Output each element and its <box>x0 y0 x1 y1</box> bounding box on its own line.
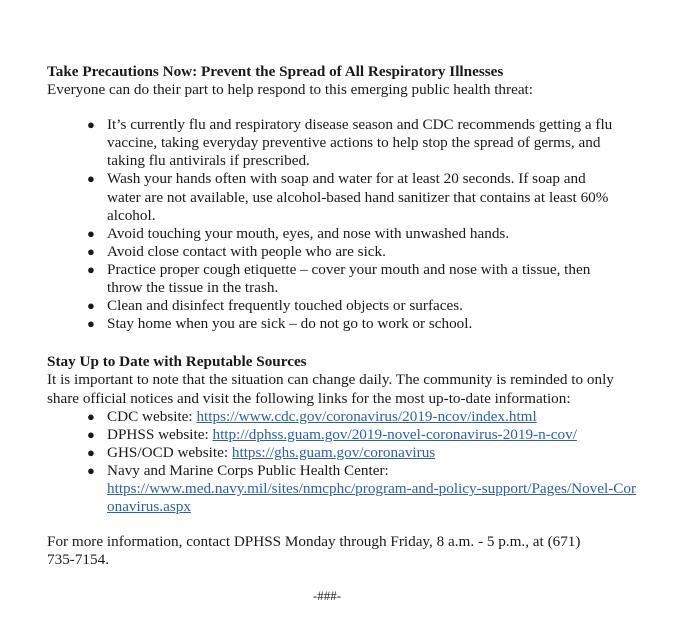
link-label: DPHSS website: <box>107 425 213 443</box>
contact-info: For more information, contact DPHSS Monday through Friday, 8 a.m. - 5 p.m., at (671) 735-7154. <box>47 533 581 569</box>
document-page <box>47 63 647 605</box>
section-intro-sources: It is important to note that the situation can change daily. The community is reminded to only share official notices and visit the following links for the most up-to-date information: <box>47 371 614 407</box>
list-item-navy <box>47 462 637 516</box>
list-item-ghs-ocd <box>47 444 637 462</box>
sources-list <box>47 408 637 517</box>
bullet-icon: ● <box>87 243 95 259</box>
precautions-list <box>47 116 617 333</box>
bullet-icon: ● <box>87 444 95 460</box>
sources-section <box>47 353 647 516</box>
section-intro-precautions: Everyone can do their part to help respond to this emerging public health threat: <box>47 81 533 99</box>
bullet-icon: ● <box>87 426 95 442</box>
list-item: ● Avoid touching your mouth, eyes, and nose with unwashed hands. <box>87 224 510 242</box>
end-mark: -###- <box>312 588 342 604</box>
list-item: ● Avoid close contact with people who are sick. <box>87 242 386 260</box>
list-item: ● Wash your hands often with soap and water for at least 20 seconds. If soap and water are not available, use alcohol-based hand sanitizer that contains at least 60% alcohol. <box>87 170 609 224</box>
link-label: Navy and Marine Corps Public Health Center: <box>107 461 389 479</box>
bullet-icon: ● <box>87 462 95 478</box>
list-item-cdc <box>47 408 637 426</box>
list-item: ● Stay home when you are sick – do not go to work or school. <box>87 315 473 333</box>
navy-link[interactable]: https://www.med.navy.mil/sites/nmcphc/program-and-policy-support/Pages/Novel-Coronavirus.aspx <box>107 479 637 516</box>
list-item: ● Practice proper cough etiquette – cover your mouth and nose with a tissue, then throw the tissue in the trash. <box>87 260 591 297</box>
section-heading-sources: Stay Up to Date with Reputable Sources <box>47 353 307 371</box>
bullet-icon: ● <box>87 171 95 187</box>
list-item: ● It’s currently flu and respiratory disease season and CDC recommends getting a flu vaccine, taking everyday preventive actions to help stop the spread of germs, and taking flu antivirals if prescribed. <box>87 116 613 170</box>
section-heading-precautions: Take Precautions Now: Prevent the Spread of All Respiratory Illnesses <box>47 63 504 80</box>
bullet-icon: ● <box>87 261 95 277</box>
bullet-icon: ● <box>87 117 95 133</box>
cdc-link[interactable]: https://www.cdc.gov/coronavirus/2019-ncov/index.html <box>196 407 537 425</box>
list-item: ● Clean and disinfect frequently touched objects or surfaces. <box>87 297 463 315</box>
list-item-dphss <box>47 426 637 444</box>
bullet-icon: ● <box>87 298 95 314</box>
bullet-icon: ● <box>87 408 95 424</box>
dphss-link[interactable]: http://dphss.guam.gov/2019-novel-coronavirus-2019-n-cov/ <box>212 425 577 443</box>
link-label: GHS/OCD website: <box>107 443 232 461</box>
bullet-icon: ● <box>87 225 95 241</box>
bullet-icon: ● <box>87 316 95 332</box>
link-label: CDC website: <box>107 407 197 425</box>
ghs-ocd-link[interactable]: https://ghs.guam.gov/coronavirus <box>231 443 436 461</box>
